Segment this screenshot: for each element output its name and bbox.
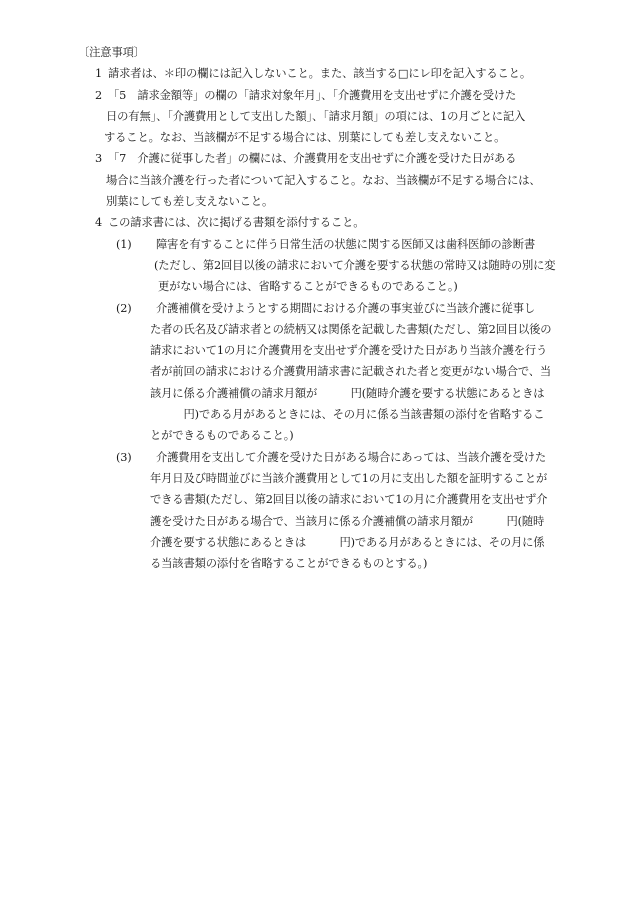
subitem-text-line: 障害を有することに伴う日常生活の状態に関する医師又は歯科医師の診断書 <box>156 237 535 251</box>
note-text-line: すること。なお、当該欄が不足する場合には、別葉にしても差し支えないこと。 <box>104 131 506 145</box>
note-text-line: 場合に当該介護を行った者について記入すること。なお、当該欄が不足する場合には、 <box>106 173 541 187</box>
subitem-text-line: 年月日及び時間並びに当該介護費用として1の月に支出した額を証明することが <box>150 471 548 485</box>
note-item-1 <box>88 63 558 84</box>
notes-heading: 〔注意事項〕 <box>78 46 145 59</box>
subitem-text-line: できる書類(ただし、第2回目以後の請求において1の月に介護費用を支出せず介 <box>150 493 548 507</box>
note-item-3 <box>88 148 558 212</box>
notes-page <box>78 42 558 574</box>
note-subitem-3 <box>116 447 558 575</box>
note-number: 3 <box>94 152 102 166</box>
note-text-line: 「7 介護に従事した者」の欄には、介護費用を支出せずに介護を受けた日がある <box>108 152 517 166</box>
note-item-2 <box>88 85 558 149</box>
note-number: 2 <box>94 88 102 102</box>
subitem-text-line: とができるものであること。) <box>150 429 294 443</box>
subitem-text-line: 円)である月があるときには、その月に係る当該書類の添付を省略するこ <box>150 408 545 422</box>
subitem-number: (2) <box>116 301 132 315</box>
subitem-text-line: 介護補償を受けようとする期間における介護の事実並びに当該介護に従事し <box>156 301 535 315</box>
note-text-line: 請求者は、＊印の欄には記入しないこと。また、該当する□にレ印を記入すること。 <box>108 67 531 81</box>
note-text-line: 別葉にしても差し支えないこと。 <box>106 195 274 209</box>
note-subitem-2 <box>116 298 558 447</box>
subitem-text-line: 者が前回の請求における介護費用請求書に記載された者と変更がない場合で、当 <box>150 365 552 379</box>
subitem-number: (1) <box>116 237 132 251</box>
subitem-text-line: 該月に係る介護補償の請求月額が 円(随時介護を要する状態にあるときは <box>150 386 545 400</box>
note-subitem-1 <box>116 234 558 298</box>
note-number: 1 <box>94 67 102 81</box>
note-number: 4 <box>94 216 102 230</box>
subitem-text-line: た者の氏名及び請求者との続柄又は関係を記載した書類(ただし、第2回目以後の <box>150 322 552 336</box>
subitem-text-line: 護を受けた日がある場合で、当該月に係る介護補償の請求月額が 円(随時 <box>150 514 545 528</box>
note-text-line: この請求書には、次に掲げる書類を添付すること。 <box>108 216 365 230</box>
subitem-text-line: 更がない場合には、省略することができるものであること。) <box>158 280 458 294</box>
subitem-text-line: 請求において1の月に介護費用を支出せず介護を受けた日があり当該介護を行う <box>150 344 548 358</box>
note-text-line: 日の有無」、「介護費用として支出した額」、「請求月額」の項には、1の月ごとに記入 <box>106 109 526 123</box>
subitem-text-line: る当該書類の添付を省略することができるものとする。) <box>150 557 428 571</box>
note-text-line: 「5 請求金額等」の欄の「請求対象年月」、「介護費用を支出せずに介護を受けた <box>108 88 517 102</box>
subitem-number: (3) <box>116 450 132 464</box>
subitem-text-line: 介護を要する状態にあるときは 円)である月があるときには、その月に係 <box>150 535 545 549</box>
subitem-text-line: (ただし、第2回目以後の請求において介護を要する状態の常時又は随時の別に変 <box>154 258 556 272</box>
note-item-4 <box>88 212 558 233</box>
subitem-text-line: 介護費用を支出して介護を受けた日がある場合にあっては、当該介護を受けた <box>156 450 547 464</box>
